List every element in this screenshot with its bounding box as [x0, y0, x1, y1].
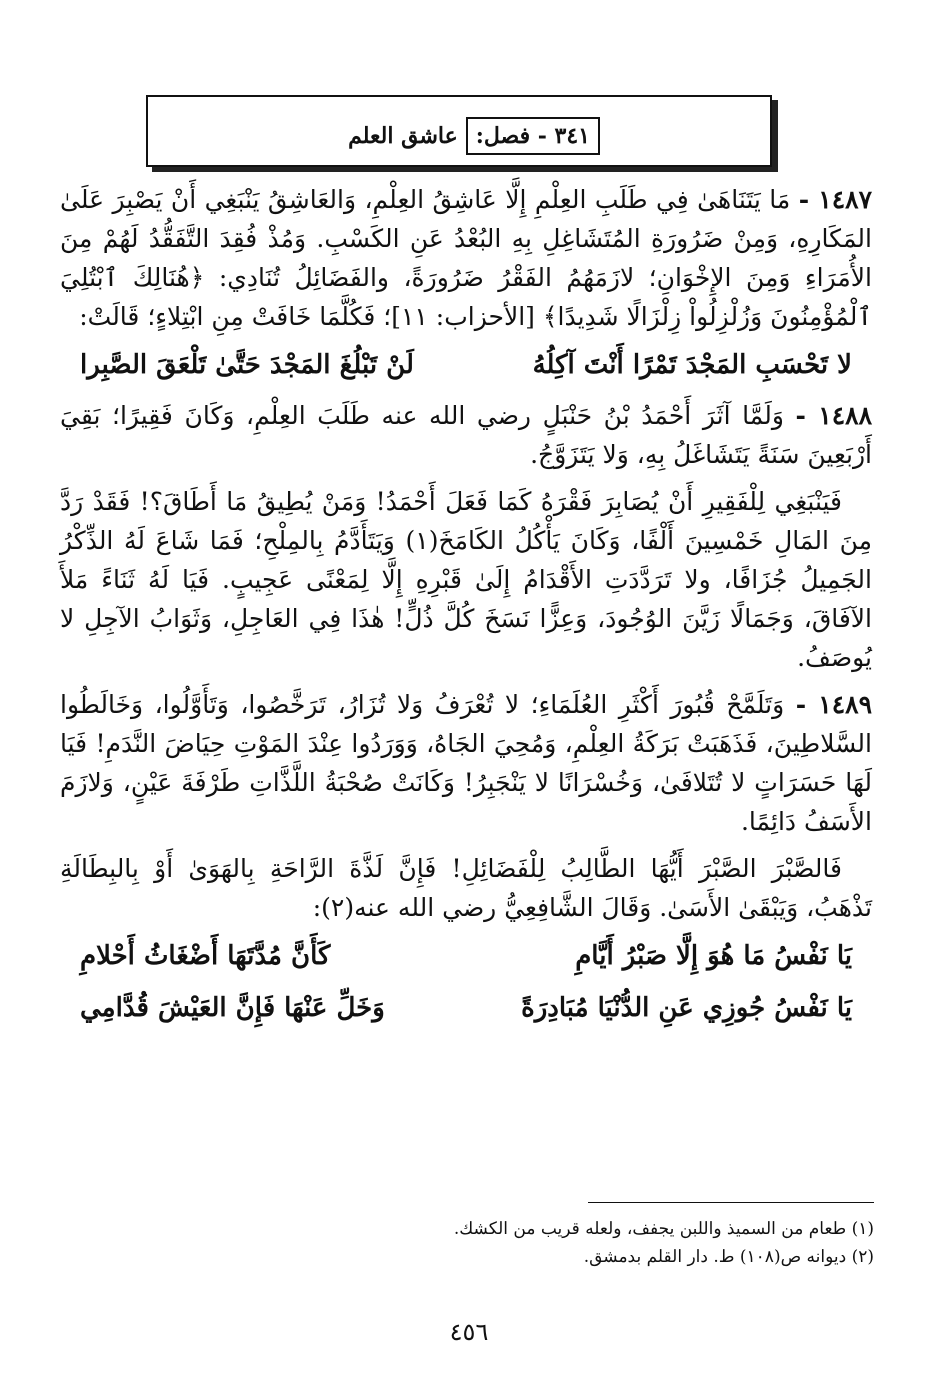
section-number: ٣٤١ - فصل: — [466, 117, 600, 155]
paragraph-text: وَتَلَمَّحْ قُبُورَ أَكْثَرِ العُلَمَاءِ؛ لا تُعْرَفُ وَلا تُزَارُ، تَرَخَّصُوا، وَتَأَوَّلُوا، وَخَالَطُوا السَّلاطِينَ، فَذَهَبَتْ بَرَكَةُ العِلْمِ، وَمُحِيَ الجَاهُ، وَوَرَدُوا عِنْدَ المَوْتِ حِيَاضَ النَّدَمِ! فَيَا لَهَا حَسَرَاتٍ لا تُتَلافَىٰ، وَخُسْرَانًا لا يَنْجَبِرُ! وَكَانَتْ صُحْبَةُ اللَّذَّاتِ طَرْفَةَ عَيْنٍ، وَلازَمَ الأَسَفُ دَائِمًا. — [60, 690, 872, 836]
paragraph-number: ١٤٨٩ - — [795, 690, 872, 719]
verse-second-hemistich: كَأَنَّ مُدَّتَهَا أَضْغَاثُ أَحْلامِ — [80, 941, 331, 971]
verse-second-hemistich: وَخَلِّ عَنْهَا فَإِنَّ العَيْشَ قُدَّامِي — [80, 993, 385, 1023]
paragraph-number: ١٤٨٧ - — [798, 185, 872, 214]
paragraph-text: وَلَمَّا آثَرَ أَحْمَدُ بْنُ حَنْبَلٍ رضي الله عنه طَلَبَ العِلْمِ، وَكَانَ فَقِيرًا؛ بَقِيَ أَرْبَعِينَ سَنَةً يَتَشَاغَلُ بِهِ، وَلا يَتَزَوَّجُ. — [60, 401, 872, 469]
footnotes — [60, 1215, 874, 1271]
paragraph-continuation — [60, 849, 872, 927]
paragraph-text: مَا يَتَنَاهَىٰ فِي طَلَبِ العِلْمِ إِلَّا عَاشِقُ العِلْمِ، وَالعَاشِقُ يَنْبَغِي أَنْ يَصْبِرَ عَلَىٰ المَكَارِهِ، وَمِنْ ضَرُورَةِ المُتَشَاغِلِ بِهِ البُعْدُ عَنِ الكَسْبِ. وَمُذْ فُقِدَ التَّفَقُّدُ لَهُمْ مِنَ الأُمَرَاءِ وَمِنَ الإِخْوَانِ؛ لازَمَهُمُ الفَقْرُ ضَرُورَةً، والفَضَائِلُ تُنَادِي: ﴿هُنَالِكَ ٱبْتُلِيَ ٱلْمُؤْمِنُونَ وَزُلْزِلُواْ زِلْزَالًا شَدِيدًا﴾ [الأحزاب: ١١]؛ فَكُلَّمَا خَافَتْ مِنِ ابْتِلاءٍ؛ قَالَتْ: — [60, 185, 872, 331]
paragraph-1487 — [60, 180, 872, 336]
verse-first-hemistich: يَا نَفْسُ جُوزِي عَنِ الدُّنْيَا مُبَادِرَةً — [521, 993, 852, 1023]
paragraph-number: ١٤٨٨ - — [795, 401, 872, 430]
verse-first-hemistich: يَا نَفْسُ مَا هُوَ إِلَّا صَبْرُ أَيَّامِ — [575, 941, 852, 971]
section-heading — [330, 116, 600, 156]
footnote-item: (١) طعام من السميذ واللبن يجفف، ولعله قريب من الكشك. — [453, 1219, 874, 1239]
verse-second-hemistich: لَنْ تَبْلُغَ المَجْدَ حَتَّىٰ تَلْعَقَ الصَّبِرا — [80, 350, 414, 380]
paragraph-text: فَيَنْبَغِي لِلْفَقِيرِ أَنْ يُصَابِرَ فَقْرَهُ كَمَا فَعَلَ أَحْمَدُ! وَمَنْ يُطِيقُ مَا أَطَاقَ؟! فَقَدْ رَدَّ مِنَ المَالِ خَمْسِينَ أَلْفًا، وَكَانَ يَأْكُلُ الكَامَخَ(١) وَيَتَأَدَّمُ بِالمِلْحِ؛ فَمَا شَاعَ لَهُ الذِّكْرُ الجَمِيلُ جُزَافًا، ولا تَرَدَّدَتِ الأَقْدَامُ إِلَىٰ قَبْرِهِ إِلَّا لِمَعْنًى عَجِيبٍ. فَيَا لَهُ ثَنَاءً مَلأَ الآفَاقَ، وَجَمَالًا زَيَّنَ الوُجُودَ، وَعِزًّا نَسَخَ كُلَّ ذُلٍّ! هٰذَا فِي العَاجِلِ، وَثَوَابُ الآجِلِ لا يُوصَفُ. — [60, 487, 872, 672]
paragraph-text: فَالصَّبْرَ الصَّبْرَ أَيُّهَا الطَّالِبُ لِلْفَضَائِلِ! فَإِنَّ لَذَّةَ الرَّاحَةِ بِالهَوَىٰ أَوْ بِالبِطَالَةِ تَذْهَبُ، وَيَبْقَىٰ الأَسَىٰ. وَقَالَ الشَّافِعِيُّ رضي الله عنه(٢): — [60, 854, 872, 922]
verse-line — [80, 935, 852, 977]
verse-line — [80, 987, 852, 1029]
footnote-item: (٢) ديوانه ص(١٠٨) ط. دار القلم بدمشق. — [583, 1247, 874, 1267]
page-number: ٤٥٦ — [449, 1318, 489, 1346]
section-title: عاشق العلم — [348, 123, 458, 149]
paragraph-continuation — [60, 482, 872, 677]
footnote-divider — [588, 1202, 874, 1203]
paragraph-1489 — [60, 685, 872, 841]
verse-line — [80, 344, 852, 386]
page-body — [60, 180, 872, 1039]
verse-first-hemistich: لا تَحْسَبِ المَجْدَ تَمْرًا أَنْتَ آكِلُهُ — [532, 350, 852, 380]
paragraph-1488 — [60, 396, 872, 474]
